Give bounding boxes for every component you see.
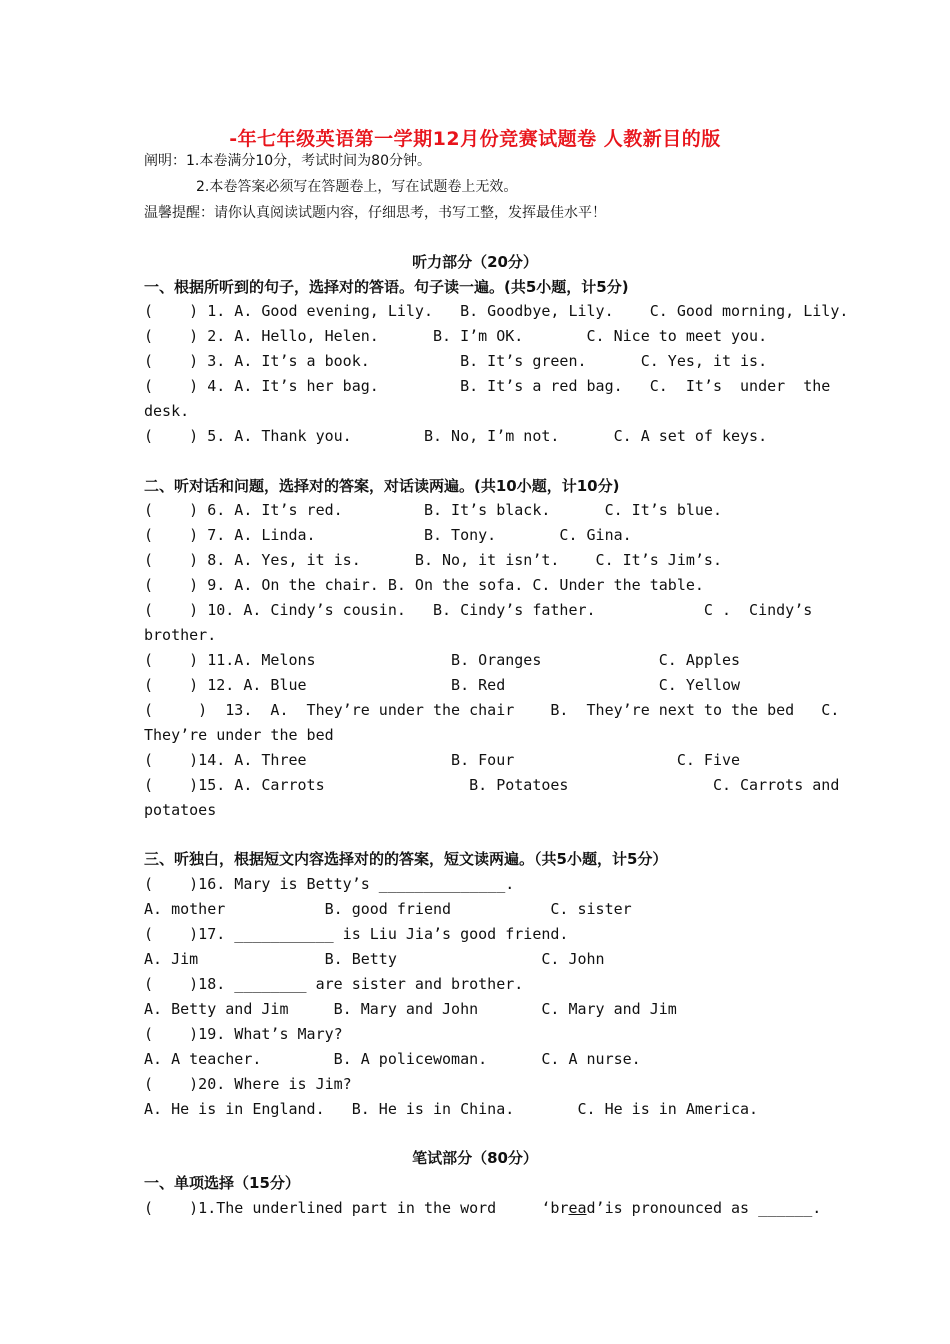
question-line (144, 1198, 821, 1218)
section3-heading: 三、听独白，根据短文内容选择对的的答案，短文读两遍。（共5小题，计5分） (144, 850, 668, 868)
question-line: brother. (144, 626, 217, 644)
question-line: ( ) 1. A. Good evening, Lily. B. Goodbye, Lily. C. Good morning, Lily. (144, 302, 849, 320)
section4-heading: 一、单项选择（15分） (144, 1174, 300, 1192)
question-line: ( ) 4. A. It’s her bag. B. It’s a red bag. C. It’s under the (144, 377, 831, 395)
written-header: 笔试部分（80分） (412, 1149, 538, 1167)
question-line: ( ) 13. A. They’re under the chair B. They’re next to the bed C. (144, 701, 840, 719)
section1-heading: 一、根据所听到的句子，选择对的答语。句子读一遍。(共5小题，计5分) (144, 278, 629, 296)
question-line: A. mother B. good friend C. sister (144, 900, 632, 918)
note-3: 温馨提醒：请你认真阅读试题内容，仔细思考，书写工整，发挥最佳水平！ (144, 205, 606, 221)
question-line: A. A teacher. B. A policewoman. C. A nurse. (144, 1050, 641, 1068)
question-line: A. Betty and Jim B. Mary and John C. Mary and Jim (144, 1000, 677, 1018)
section2-heading: 二、听对话和问题，选择对的答案，对话读两遍。(共10小题，计10分) (144, 477, 620, 495)
question-text-suffix: d’is pronounced as ______. (586, 1199, 822, 1217)
question-line: ( ) 6. A. It’s red. B. It’s black. C. It’s blue. (144, 501, 722, 519)
listening-header: 听力部分（20分） (412, 253, 538, 271)
question-line: ( )17. ___________ is Liu Jia’s good friend. (144, 925, 569, 943)
question-line: A. Jim B. Betty C. John (144, 950, 605, 968)
question-line: ( ) 8. A. Yes, it is. B. No, it isn’t. C. It’s Jim’s. (144, 551, 722, 569)
question-line: ( ) 11.A. Melons B. Oranges C. Apples (144, 651, 741, 669)
question-text-prefix: ( )1.The underlined part in the word ‘br (144, 1199, 569, 1217)
question-line: A. He is in England. B. He is in China. C. He is in America. (144, 1100, 759, 1118)
question-line: desk. (144, 402, 190, 420)
question-line: ( ) 3. A. It’s a book. B. It’s green. C. Yes, it is. (144, 352, 768, 370)
question-line: ( )20. Where is Jim? (144, 1075, 352, 1093)
note-1: 阐明：1.本卷满分10分，考试时间为80分钟。 (144, 153, 431, 169)
question-line: ( ) 10. A. Cindy’s cousin. B. Cindy’s father. C . Cindy’s (144, 601, 813, 619)
question-line: ( )16. Mary is Betty’s ______________. (144, 875, 515, 893)
question-line: ( )15. A. Carrots B. Potatoes C. Carrots and (144, 776, 840, 794)
question-line: ( )19. What’s Mary? (144, 1025, 343, 1043)
note-2: 2.本卷答案必须写在答题卷上，写在试题卷上无效。 (196, 179, 518, 195)
question-line: potatoes (144, 801, 217, 819)
question-line: ( ) 9. A. On the chair. B. On the sofa. C. Under the table. (144, 576, 704, 594)
question-line: They’re under the bed (144, 726, 334, 744)
question-line: ( ) 5. A. Thank you. B. No, I’m not. C. A set of keys. (144, 427, 768, 445)
underlined-letters: ea (568, 1199, 587, 1217)
question-line: ( ) 2. A. Hello, Helen. B. I’m OK. C. Nice to meet you. (144, 327, 768, 345)
question-line: ( )18. ________ are sister and brother. (144, 975, 524, 993)
page-title: -年七年级英语第一学期12月份竞赛试题卷 人教新目的版 (229, 128, 721, 150)
question-line: ( )14. A. Three B. Four C. Five (144, 751, 741, 769)
question-line: ( ) 7. A. Linda. B. Tony. C. Gina. (144, 526, 632, 544)
question-line: ( ) 12. A. Blue B. Red C. Yellow (144, 676, 741, 694)
